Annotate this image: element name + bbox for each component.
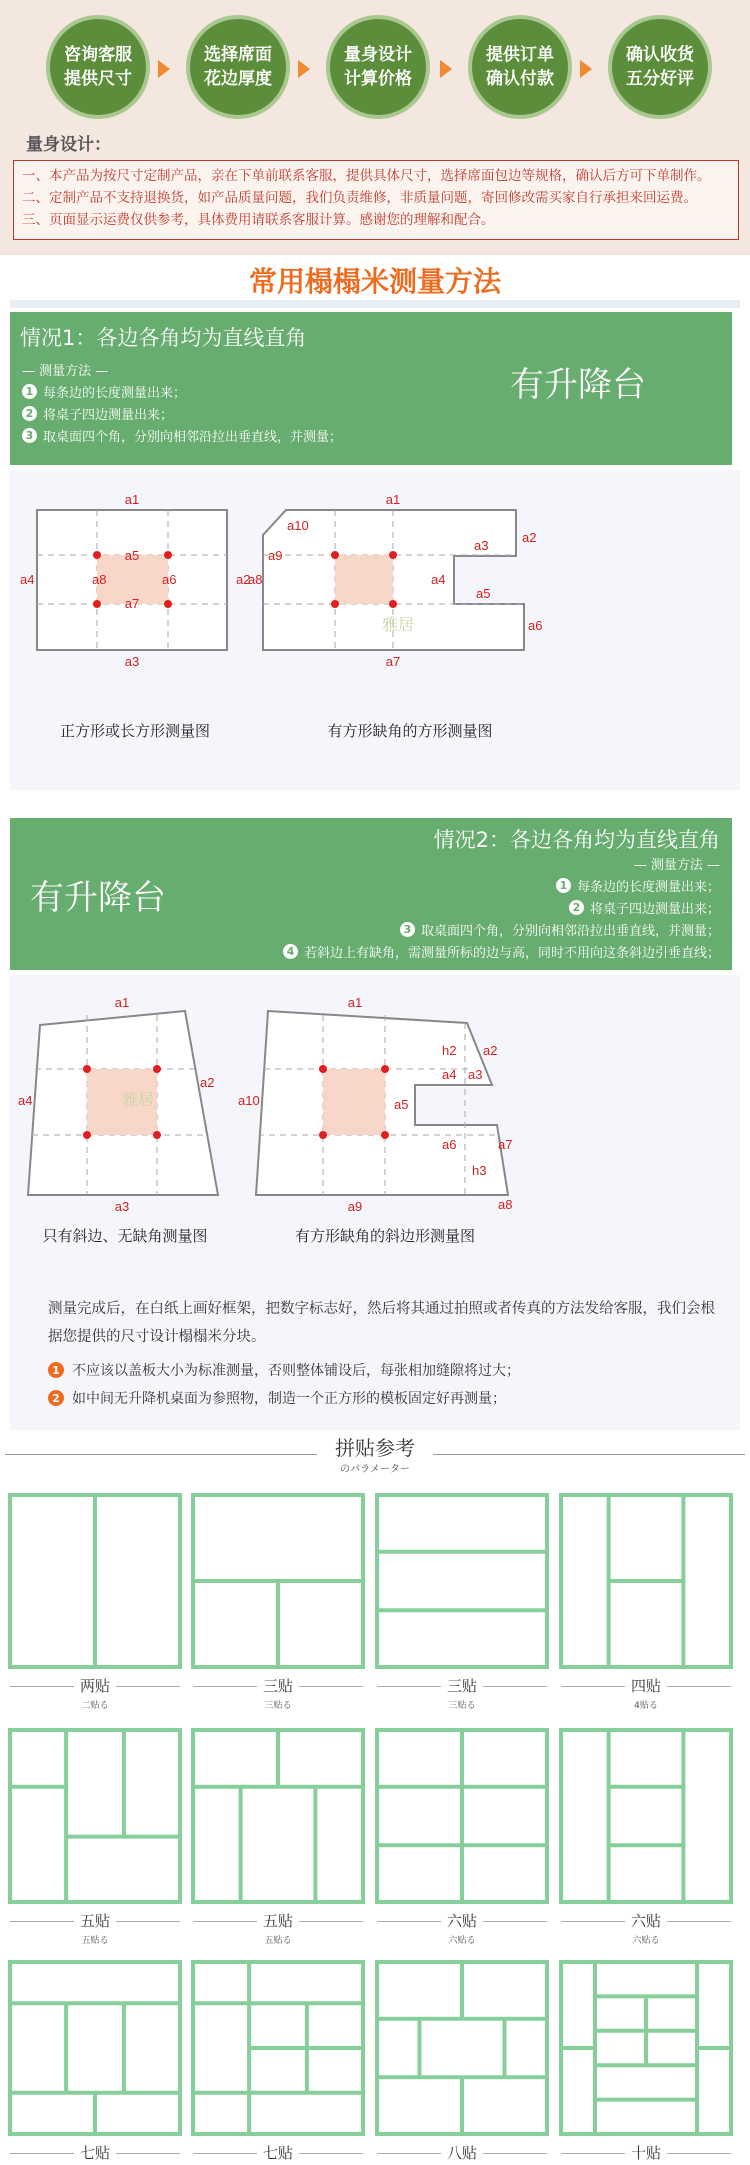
table-area	[335, 555, 393, 604]
label-h2: h2	[442, 1043, 457, 1058]
tile-label-main: 三贴	[257, 1675, 299, 1696]
step-design	[326, 15, 430, 119]
step-consult	[46, 15, 150, 119]
label-h3: h3	[472, 1163, 487, 1178]
tip-text: 每条边的长度测量出来；	[576, 880, 720, 895]
label-a3: a3	[474, 538, 489, 553]
case2-panel	[10, 818, 732, 970]
tile-diagram	[193, 1730, 363, 1902]
label-a10: a10	[287, 518, 309, 533]
diagram-rectangle	[20, 492, 250, 669]
tile-label-sub: 六贴る	[632, 1936, 660, 1946]
number-one-icon: 1	[22, 384, 37, 399]
label-a5: a5	[124, 548, 140, 563]
label-a9: a9	[268, 548, 283, 563]
number-one-icon: 1	[48, 1362, 64, 1378]
notice-box	[13, 160, 739, 240]
number-three-icon: 3	[400, 922, 415, 937]
label-a8: a8	[498, 1197, 513, 1212]
explanation-note	[48, 1360, 520, 1380]
label-a7: a7	[385, 654, 401, 669]
corner-point	[389, 551, 397, 559]
tile-label-main: 八贴	[441, 2142, 483, 2163]
corner-point	[83, 1131, 91, 1139]
tile-diagram	[10, 1730, 180, 1902]
tile-diagram	[561, 1495, 731, 1667]
tile-diagram	[377, 1495, 547, 1667]
tile-label	[193, 1910, 363, 1946]
process-steps	[0, 10, 750, 120]
label-a4: a4	[442, 1067, 457, 1082]
design-title: 量身设计：	[26, 135, 111, 155]
label-a10: a10	[238, 1093, 260, 1108]
corner-point	[93, 551, 101, 559]
tile-label	[377, 2142, 547, 2165]
tile-label	[377, 1675, 547, 1711]
explanation-note	[48, 1388, 506, 1408]
step-line2: 五分好评	[626, 69, 694, 89]
tile-diagram	[193, 1962, 363, 2134]
case1-tip	[22, 382, 186, 401]
tile-label	[561, 1675, 731, 1711]
tip-text: 若斜边上有缺角，需测量所标的边与高，同时不用向这条斜边引垂直线；	[303, 946, 720, 961]
corner-point	[381, 1065, 389, 1073]
label-a1: a1	[347, 995, 363, 1010]
case2-tip	[556, 876, 720, 895]
tile-label	[561, 1910, 731, 1946]
step-line1: 量身设计	[344, 45, 412, 65]
case2-method-label: — 测量方法 —	[633, 858, 720, 873]
tile-outline	[561, 1730, 731, 1902]
notice-line: 二、定制产品不支持退换货，如产品质量问题，我们负责维修，非质量问题，寄回修改需买家自行承担来回运费。	[22, 190, 697, 206]
step-line1: 咨询客服	[64, 45, 132, 65]
tile-label	[10, 1910, 180, 1946]
arrow-icon	[580, 60, 592, 78]
watermark-logo: 雅居	[382, 617, 415, 634]
case1-caption-1: 正方形或长方形测量图	[59, 722, 210, 740]
tile-label-main: 五贴	[257, 1910, 299, 1931]
label-a1: a1	[124, 492, 140, 507]
label-a3: a3	[468, 1067, 483, 1082]
tip-text: 每条边的长度测量出来；	[43, 386, 187, 401]
number-one-icon: 1	[556, 878, 571, 893]
tile-label-main: 六贴	[625, 1910, 667, 1931]
tip-text: 将桌子四边测量出来；	[589, 902, 720, 917]
case1-caption-2: 有方形缺角的方形测量图	[327, 722, 493, 740]
number-two-icon: 2	[22, 406, 37, 421]
corner-point	[381, 1131, 389, 1139]
number-two-icon: 2	[569, 900, 584, 915]
corner-point	[93, 600, 101, 608]
arrow-icon	[158, 60, 170, 78]
tile-label	[10, 2142, 180, 2165]
main-title: 常用榻榻米测量方法	[248, 265, 501, 298]
label-a4: a4	[18, 1093, 33, 1108]
notice-line: 一、本产品为按尺寸定制产品，亲在下单前联系客服，提供具体尺寸，选择席面包边等规格，确认后方可下单制作。	[22, 168, 711, 184]
process-section	[0, 0, 750, 255]
explanation-paragraph: 测量完成后，在白纸上画好框架，把数字标志好，然后将其通过拍照或者传真的方法发给客服，我们会根据您提供的尺寸设计榻榻米分块。	[48, 1301, 715, 1345]
label-a7: a7	[498, 1137, 513, 1152]
tile-label-main: 三贴	[441, 1675, 483, 1696]
tile-label	[377, 1910, 547, 1946]
label-a1: a1	[114, 995, 130, 1010]
corner-point	[331, 551, 339, 559]
tile-label-main: 六贴	[441, 1910, 483, 1931]
step-line2: 提供尺寸	[64, 69, 132, 89]
corner-point	[153, 1065, 161, 1073]
step-line2: 确认付款	[486, 69, 554, 89]
step-order	[468, 15, 572, 119]
case2-caption-1: 只有斜边、无缺角测量图	[42, 1227, 208, 1245]
corner-point	[164, 600, 172, 608]
tile-label-main: 五贴	[74, 1910, 116, 1931]
label-a2: a2	[522, 530, 537, 545]
case1-title: 情况1：各边各角均为直线直角	[20, 326, 307, 350]
case2-caption-2: 有方形缺角的斜边形测量图	[294, 1227, 475, 1245]
tile-label	[10, 1675, 180, 1711]
tile-label-main: 七贴	[257, 2142, 299, 2163]
tile-label-sub: 六贴る	[448, 1936, 476, 1946]
tile-label	[193, 2142, 363, 2165]
corner-point	[319, 1065, 327, 1073]
case1-method-label: — 测量方法 —	[22, 364, 109, 379]
tile-label-main: 十贴	[625, 2142, 667, 2163]
corner-point	[331, 600, 339, 608]
case2-badge: 有升降台	[30, 878, 166, 918]
reference-header	[0, 1432, 750, 1477]
tile-diagram	[561, 1730, 731, 1902]
tile-outline	[10, 1730, 180, 1902]
tip-text: 取桌面四个角，分别向相邻沿拉出垂直线，并测量；	[43, 430, 343, 445]
notice-line: 三、页面显示运费仅供参考，具体费用请联系客服计算。感谢您的理解和配合。	[22, 212, 495, 228]
label-a9: a9	[347, 1199, 363, 1214]
label-a2: a2	[483, 1043, 498, 1058]
tile-diagram	[377, 1730, 547, 1902]
tile-diagram	[10, 1962, 180, 2134]
step-line2: 计算价格	[344, 69, 412, 89]
tile-label-main: 七贴	[74, 2142, 116, 2163]
case1-badge: 有升降台	[510, 365, 646, 405]
arrow-icon	[440, 60, 452, 78]
note-text: 如中间无升降机桌面为参照物，制造一个正方形的模板固定好再测量；	[72, 1391, 506, 1407]
note-text: 不应该以盖板大小为标准测量，否则整体铺设后，每张相加缝隙将过大；	[72, 1363, 520, 1379]
case1-diagrams	[10, 470, 740, 790]
tip-text: 取桌面四个角，分别向相邻沿拉出垂直线，并测量；	[420, 924, 720, 939]
corner-point	[389, 600, 397, 608]
label-a4: a4	[431, 572, 446, 587]
corner-point	[83, 1065, 91, 1073]
step-line2: 花边厚度	[204, 69, 272, 89]
arrow-icon	[298, 60, 310, 78]
reference-subtitle: のパラメーター	[340, 1464, 410, 1475]
number-four-icon: 4	[283, 944, 298, 959]
label-a3: a3	[124, 654, 140, 669]
step-receive	[608, 15, 712, 119]
table-area	[323, 1069, 385, 1135]
tile-label-main: 四贴	[625, 1675, 667, 1696]
label-a2: a2	[200, 1075, 215, 1090]
label-a6: a6	[442, 1137, 457, 1152]
label-a6: a6	[162, 572, 177, 587]
diagram-slanted-notched	[238, 995, 512, 1214]
step-choose	[186, 15, 290, 119]
tile-diagram	[561, 1962, 731, 2134]
label-a2: a2	[236, 572, 251, 587]
case1-tip	[22, 426, 342, 445]
label-a5: a5	[476, 586, 491, 601]
tile-outline	[377, 1495, 547, 1667]
case1-panel	[10, 312, 732, 465]
case2-tip	[569, 898, 720, 917]
corner-point	[153, 1131, 161, 1139]
label-a7: a7	[124, 596, 140, 611]
label-a3: a3	[114, 1199, 130, 1214]
diagram-notched	[248, 492, 542, 669]
case2-tip	[283, 942, 720, 961]
step-line1: 选择席面	[204, 45, 272, 65]
case2-diagrams	[10, 975, 740, 1285]
case1-tip	[22, 404, 173, 423]
step-line1: 确认收货	[626, 45, 694, 65]
label-a1: a1	[385, 492, 401, 507]
case1-diagrams-svg	[10, 470, 740, 790]
tile-label-sub: 五贴る	[264, 1936, 292, 1946]
tile-label-sub: 三贴る	[264, 1701, 292, 1711]
tile-label	[193, 1675, 363, 1711]
case2-title: 情况2：各边各角均为直线直角	[433, 828, 720, 852]
explanation-section	[10, 1285, 740, 1430]
corner-point	[164, 551, 172, 559]
label-a8: a8	[92, 572, 107, 587]
tile-label-sub: 三贴る	[448, 1701, 476, 1711]
tip-text: 将桌子四边测量出来；	[43, 408, 174, 423]
case2-tip	[400, 920, 720, 939]
number-two-icon: 2	[48, 1390, 64, 1406]
diagram-slanted	[18, 995, 218, 1214]
label-a8: a8	[248, 572, 263, 587]
label-a4: a4	[20, 572, 35, 587]
tile-label-main: 两贴	[74, 1675, 116, 1696]
number-three-icon: 3	[22, 428, 37, 443]
tile-diagram	[10, 1495, 180, 1667]
step-line1: 提供订单	[486, 45, 554, 65]
label-a6: a6	[528, 618, 543, 633]
title-divider	[10, 300, 740, 308]
reference-title: 拼贴参考	[335, 1436, 415, 1460]
tile-layouts	[0, 1480, 750, 2159]
label-a5: a5	[394, 1097, 409, 1112]
tile-diagram	[377, 1962, 547, 2134]
tile-diagram	[193, 1495, 363, 1667]
watermark-logo: 雅居	[122, 1092, 155, 1109]
corner-point	[319, 1131, 327, 1139]
tile-label-sub: 二贴る	[81, 1701, 109, 1711]
tile-label	[561, 2142, 731, 2165]
tile-label-sub: 4贴る	[634, 1701, 658, 1711]
tile-label-sub: 五贴る	[81, 1936, 109, 1946]
